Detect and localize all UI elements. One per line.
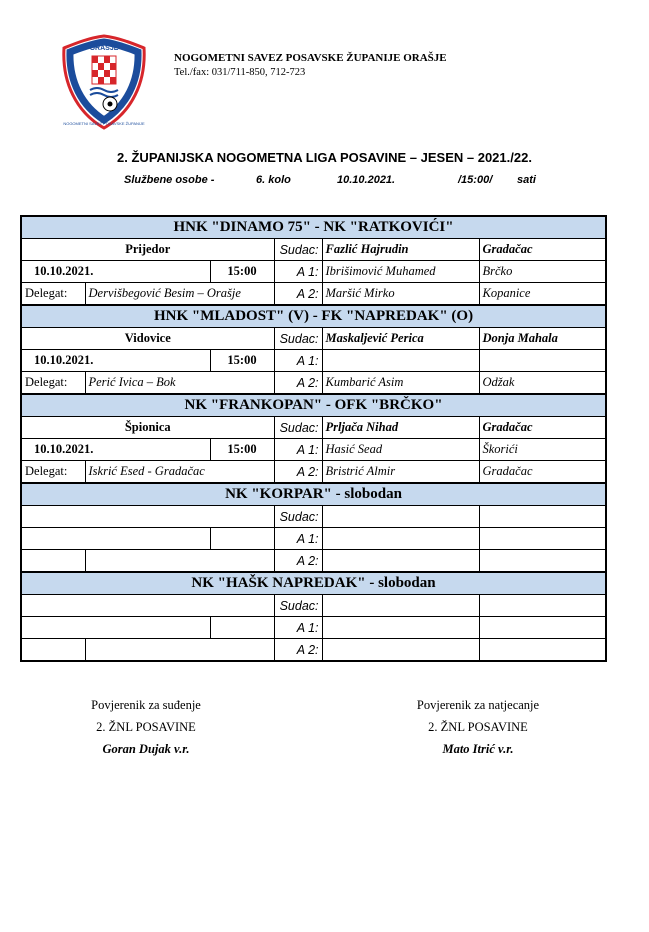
referee-city: Donja Mahala (479, 328, 606, 350)
delegate-name: Perić Ivica – Bok (85, 372, 274, 395)
a1-city (479, 528, 606, 550)
match-date (21, 617, 210, 639)
match-teams: NK "FRANKOPAN" - OFK "BRČKO" (21, 394, 606, 417)
table-row (21, 461, 606, 484)
officials-table (20, 215, 607, 662)
referee-label: Sudac: (274, 239, 322, 261)
a1-city: Škorići (479, 439, 606, 461)
signature-role: Povjerenik za natjecanje (416, 698, 540, 712)
referee-city: Gradačac (479, 417, 606, 439)
referee-name (322, 595, 479, 617)
table-row (21, 239, 606, 261)
match-date: 10.10.2021. (21, 439, 210, 461)
referee-label: Sudac: (274, 417, 322, 439)
table-row (21, 283, 606, 306)
delegate-label: Delegat: (21, 283, 85, 306)
table-row (21, 528, 606, 550)
document-title: 2. ŽUPANIJSKA NOGOMETNA LIGA POSAVINE – JESEN – 2021./22. (117, 150, 532, 165)
table-row (21, 417, 606, 439)
match-date (21, 528, 210, 550)
venue (21, 506, 274, 528)
match-header (21, 216, 606, 239)
referee-name: Prljača Nihad (322, 417, 479, 439)
table-row (21, 261, 606, 283)
logo-ring-text: NOGOMETNI SAVEZ POSAVSKE ŽUPANIJE (63, 121, 145, 126)
a1-label: A 1: (274, 261, 322, 283)
a1-name (322, 350, 479, 372)
signature-league: 2. ŽNL POSAVINE (96, 720, 196, 734)
kickoff-time: /15:00/ (458, 174, 493, 186)
delegate-label (21, 550, 85, 573)
delegate-name: Iskrić Esed - Gradačac (85, 461, 274, 484)
organization-contact: Tel./fax: 031/711-850, 712-723 (174, 67, 306, 78)
referee-name (322, 506, 479, 528)
a1-name: Ibrišimović Muhamed (322, 261, 479, 283)
a2-label: A 2: (274, 639, 322, 662)
signature-role: Povjerenik za suđenje (91, 698, 201, 712)
match-time: 15:00 (210, 439, 274, 461)
signature-name: Goran Dujak v.r. (102, 742, 190, 756)
venue (21, 595, 274, 617)
a2-city (479, 550, 606, 573)
signature-league: 2. ŽNL POSAVINE (428, 720, 528, 734)
a1-label: A 1: (274, 350, 322, 372)
table-row (21, 506, 606, 528)
venue: Vidovice (21, 328, 274, 350)
a1-name: Hasić Sead (322, 439, 479, 461)
referee-name: Fazlić Hajrudin (322, 239, 479, 261)
a2-label: A 2: (274, 372, 322, 395)
a1-label: A 1: (274, 439, 322, 461)
a1-name (322, 528, 479, 550)
referee-label: Sudac: (274, 595, 322, 617)
a2-city: Odžak (479, 372, 606, 395)
delegate-label: Delegat: (21, 461, 85, 484)
a2-name (322, 550, 479, 573)
table-row (21, 617, 606, 639)
a2-label: A 2: (274, 283, 322, 306)
a2-name: Maršić Mirko (322, 283, 479, 306)
table-row (21, 328, 606, 350)
a2-city: Kopanice (479, 283, 606, 306)
a2-name: Bristrić Almir (322, 461, 479, 484)
a2-label: A 2: (274, 550, 322, 573)
signature-left (46, 694, 246, 760)
match-teams: NK "KORPAR" - slobodan (21, 483, 606, 506)
a1-city (479, 617, 606, 639)
match-teams: HNK "DINAMO 75" - NK "RATKOVIĆI" (21, 216, 606, 239)
table-row (21, 595, 606, 617)
referee-city: Gradačac (479, 239, 606, 261)
delegate-label (21, 639, 85, 662)
a1-city (479, 350, 606, 372)
logo-city-text: ORAŠJE (89, 45, 119, 52)
a1-label: A 1: (274, 528, 322, 550)
match-time (210, 617, 274, 639)
referee-name: Maskaljević Perica (322, 328, 479, 350)
delegate-label: Delegat: (21, 372, 85, 395)
match-header (21, 483, 606, 506)
table-row (21, 350, 606, 372)
organization-name: NOGOMETNI SAVEZ POSAVSKE ŽUPANIJE ORAŠJE (174, 52, 447, 64)
delegate-name (85, 550, 274, 573)
referee-city (479, 506, 606, 528)
match-time (210, 528, 274, 550)
match-header (21, 305, 606, 328)
a2-label: A 2: (274, 461, 322, 484)
match-date: 10.10.2021. (21, 261, 210, 283)
match-time: 15:00 (210, 261, 274, 283)
match-header (21, 572, 606, 595)
signature-right (378, 694, 578, 760)
round-date: 10.10.2021. (337, 174, 396, 186)
a2-city: Gradačac (479, 461, 606, 484)
a1-name (322, 617, 479, 639)
association-logo (60, 34, 148, 130)
match-date: 10.10.2021. (21, 350, 210, 372)
table-row (21, 550, 606, 573)
referee-label: Sudac: (274, 506, 322, 528)
venue: Prijedor (21, 239, 274, 261)
a1-city: Brčko (479, 261, 606, 283)
match-teams: HNK "MLADOST" (V) - FK "NAPREDAK" (O) (21, 305, 606, 328)
referee-label: Sudac: (274, 328, 322, 350)
a2-city (479, 639, 606, 662)
round-label: 6. kolo (256, 174, 291, 186)
referee-city (479, 595, 606, 617)
match-time: 15:00 (210, 350, 274, 372)
a2-name (322, 639, 479, 662)
venue: Špionica (21, 417, 274, 439)
match-header (21, 394, 606, 417)
table-row (21, 372, 606, 395)
officials-label: Službene osobe - (124, 174, 215, 186)
match-teams: NK "HAŠK NAPREDAK" - slobodan (21, 572, 606, 595)
delegate-name: Dervišbegović Besim – Orašje (85, 283, 274, 306)
table-row (21, 439, 606, 461)
table-row (21, 639, 606, 662)
a2-name: Kumbarić Asim (322, 372, 479, 395)
a1-label: A 1: (274, 617, 322, 639)
time-unit: sati (517, 174, 536, 186)
delegate-name (85, 639, 274, 662)
signature-name: Mato Itrić v.r. (442, 742, 514, 756)
